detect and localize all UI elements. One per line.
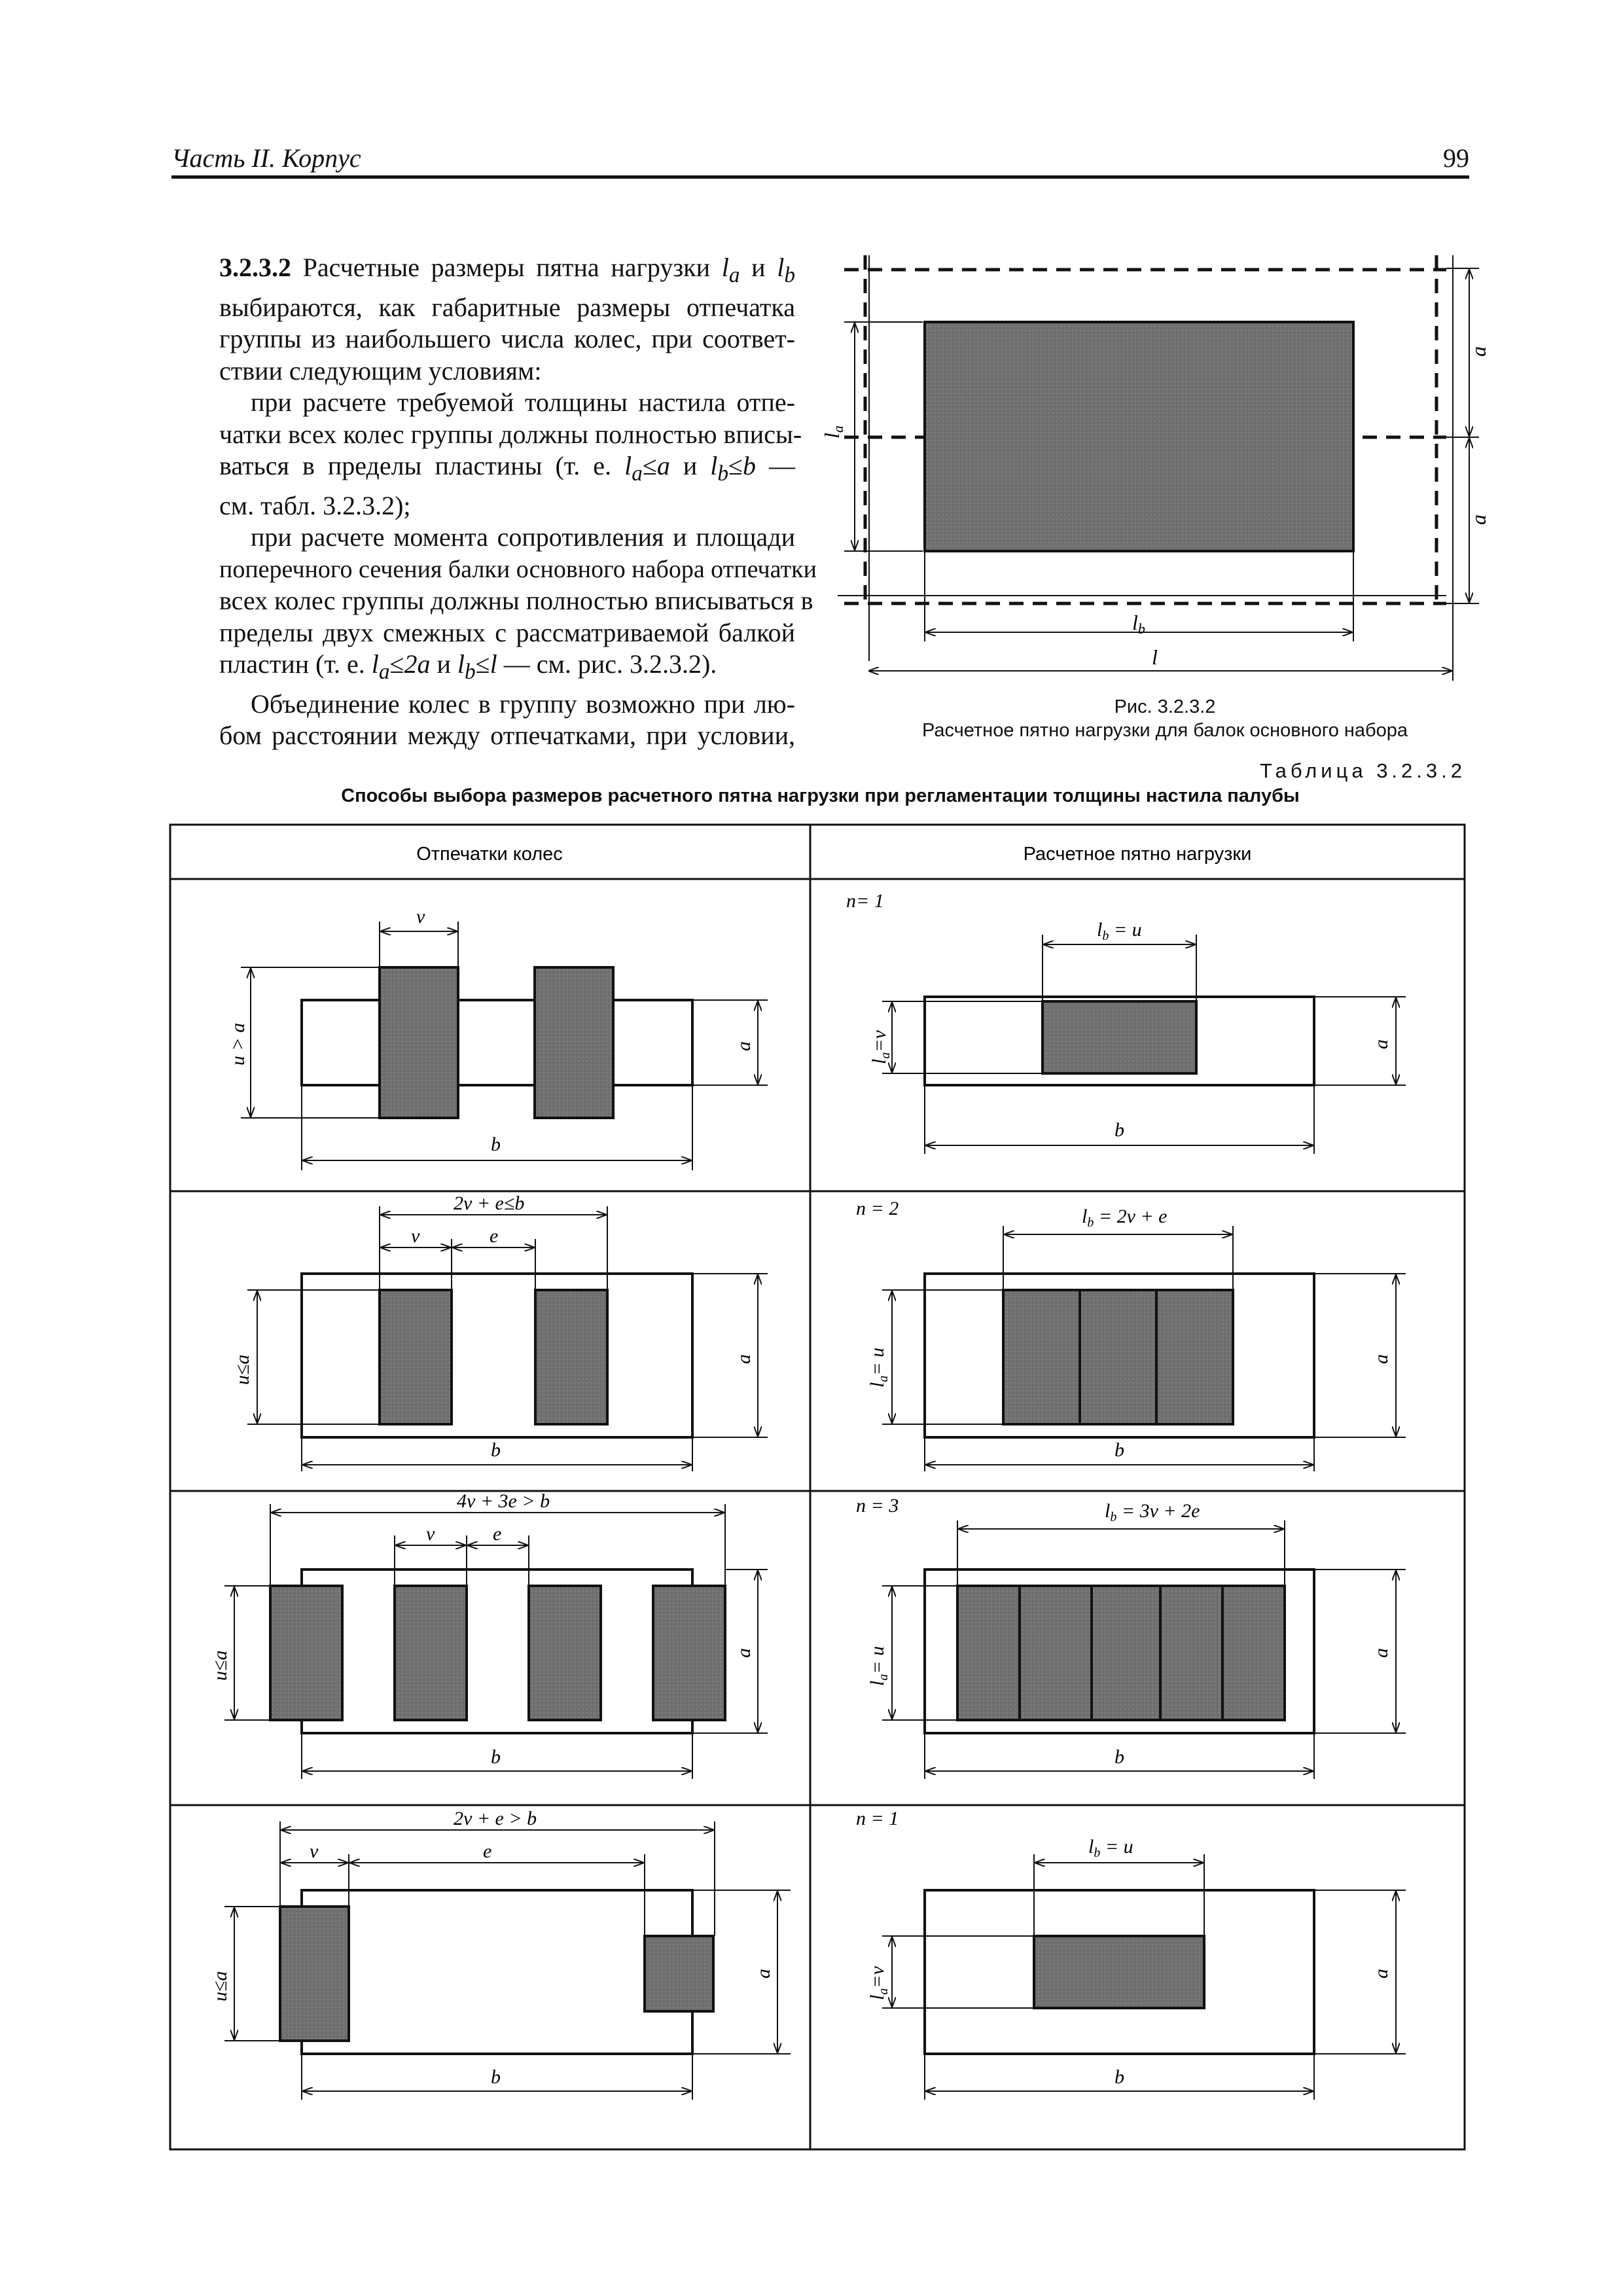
- body-line: чатки всех колес группы должны полностью вписы-: [219, 419, 802, 449]
- r2l-top: 2v + e≤b: [454, 1193, 525, 1214]
- r1r-la: $l_a=v$: [868, 1030, 893, 1064]
- body-line: Объединение колес в группу возможно при лю-: [251, 689, 795, 719]
- figure-load-spot: [820, 242, 1490, 694]
- body-line: см. табл. 3.2.3.2);: [219, 490, 411, 520]
- fig-label-lb: lb: [1132, 611, 1145, 637]
- r2l-b: b: [491, 1439, 501, 1461]
- r1l-u: u > a: [227, 1022, 249, 1066]
- r2l-e: e: [490, 1225, 499, 1247]
- r3l-top: 4v + 3e > b: [457, 1490, 550, 1512]
- body-text: [219, 252, 817, 752]
- r2l-v: v: [411, 1225, 420, 1247]
- r4l-b: b: [491, 2066, 501, 2088]
- table-title: Способы выбора размеров расчетного пятна нагрузки при регламентации толщины настила палубы: [341, 785, 1300, 806]
- r1r-a: a: [1370, 1039, 1392, 1049]
- r3r-a: a: [1370, 1648, 1392, 1658]
- r2r-b: b: [1115, 1439, 1124, 1461]
- fig-label-l: l: [1152, 645, 1158, 669]
- r3r-la: $l_a= u$: [866, 1645, 891, 1686]
- r1l-b: b: [491, 1134, 501, 1155]
- body-line: пределы двух смежных с рассматриваемой балкой: [219, 617, 795, 647]
- r4l-v: v: [310, 1840, 319, 1862]
- r2l-u: u≤a: [232, 1354, 253, 1385]
- r4r-lb: $l_b = u$: [1088, 1836, 1133, 1860]
- row1-left-diagram: [302, 967, 692, 1118]
- r3l-a: a: [733, 1648, 755, 1658]
- r3l-u: u≤a: [209, 1650, 231, 1681]
- r3l-b: b: [491, 1746, 501, 1768]
- r2r-a: a: [1370, 1354, 1392, 1364]
- fig-label-a-lower: a: [1467, 514, 1490, 525]
- body-line: всех колес группы должны полностью вписываться в: [219, 586, 813, 615]
- body-line: ствии следующим условиям:: [219, 355, 542, 386]
- r3r-b: b: [1115, 1746, 1124, 1768]
- fig-label-la: la: [820, 425, 846, 439]
- body-line: выбираются, как габаритные размеры отпечатка: [219, 292, 795, 322]
- r2r-n: n = 2: [856, 1198, 899, 1219]
- body-line: бом расстоянии между отпечатками, при условии,: [219, 721, 795, 750]
- r3l-e: e: [493, 1523, 502, 1545]
- r1l-v: v: [416, 906, 425, 927]
- r4r-b: b: [1115, 2066, 1124, 2088]
- column-header-load-spot: Расчетное пятно нагрузки: [1023, 844, 1252, 865]
- table-label: Таблица 3.2.3.2: [1260, 759, 1466, 782]
- figure-title: Расчетное пятно нагрузки для балок основного набора: [921, 720, 1408, 741]
- r4l-top: 2v + e > b: [454, 1808, 537, 1829]
- r2r-lb: $l_b = 2v + e$: [1082, 1206, 1168, 1230]
- load-spot-rect: [925, 322, 1353, 551]
- r3l-v: v: [426, 1523, 435, 1545]
- r4l-e: e: [483, 1840, 492, 1862]
- r2r-la: $l_a= u$: [866, 1347, 891, 1388]
- r1r-n: n= 1: [846, 890, 884, 912]
- r2l-a: a: [733, 1354, 755, 1364]
- r4l-u: u≤a: [209, 1971, 231, 2001]
- fig-label-a-upper: a: [1467, 346, 1490, 357]
- column-header-wheel-prints: Отпечатки колес: [416, 844, 563, 865]
- body-line: 3.2.3.2 Расчетные размеры пятна нагрузки $l_a$ и $l_b$: [219, 253, 795, 287]
- body-line: поперечного сечения балки основного набора отпечатки: [219, 555, 817, 583]
- body-line: пластин (т. е. $l_a\le 2a$ и $l_b\le l$ — см. рис. 3.2.3.2).: [219, 649, 717, 684]
- r1r-lb: $l_b = u$: [1097, 919, 1142, 943]
- body-line: группы из наибольшего числа колес, при соответ-: [219, 324, 795, 353]
- figure-caption: [844, 695, 1486, 742]
- r3r-lb: $l_b = 3v + 2e$: [1105, 1500, 1200, 1524]
- body-line: при расчете момента сопротивления и площади: [251, 522, 795, 552]
- r4l-a: a: [753, 1969, 774, 1979]
- body-line: ваться в пределы пластины (т. е. $l_a\le a$ и $l_b\le b$ —: [219, 451, 796, 486]
- running-header-section: Часть II. Корпус: [171, 143, 361, 173]
- table-grid: [170, 825, 1465, 2149]
- paragraph-number: 3.2.3.2: [219, 253, 291, 282]
- header-rule: [171, 175, 1469, 179]
- page-number: 99: [1443, 143, 1469, 173]
- body-line: при расчете требуемой толщины настила отпе-: [251, 387, 795, 417]
- r1l-a: a: [733, 1041, 755, 1051]
- figure-number: Рис. 3.2.3.2: [1114, 696, 1216, 717]
- table-3-2-3-2: [169, 823, 1466, 2152]
- r3r-n: n = 3: [856, 1495, 899, 1516]
- r4r-a: a: [1370, 1969, 1392, 1979]
- r4r-n: n = 1: [856, 1808, 899, 1829]
- r4r-la: $l_a=v$: [866, 1966, 891, 2000]
- r1r-b: b: [1115, 1119, 1124, 1141]
